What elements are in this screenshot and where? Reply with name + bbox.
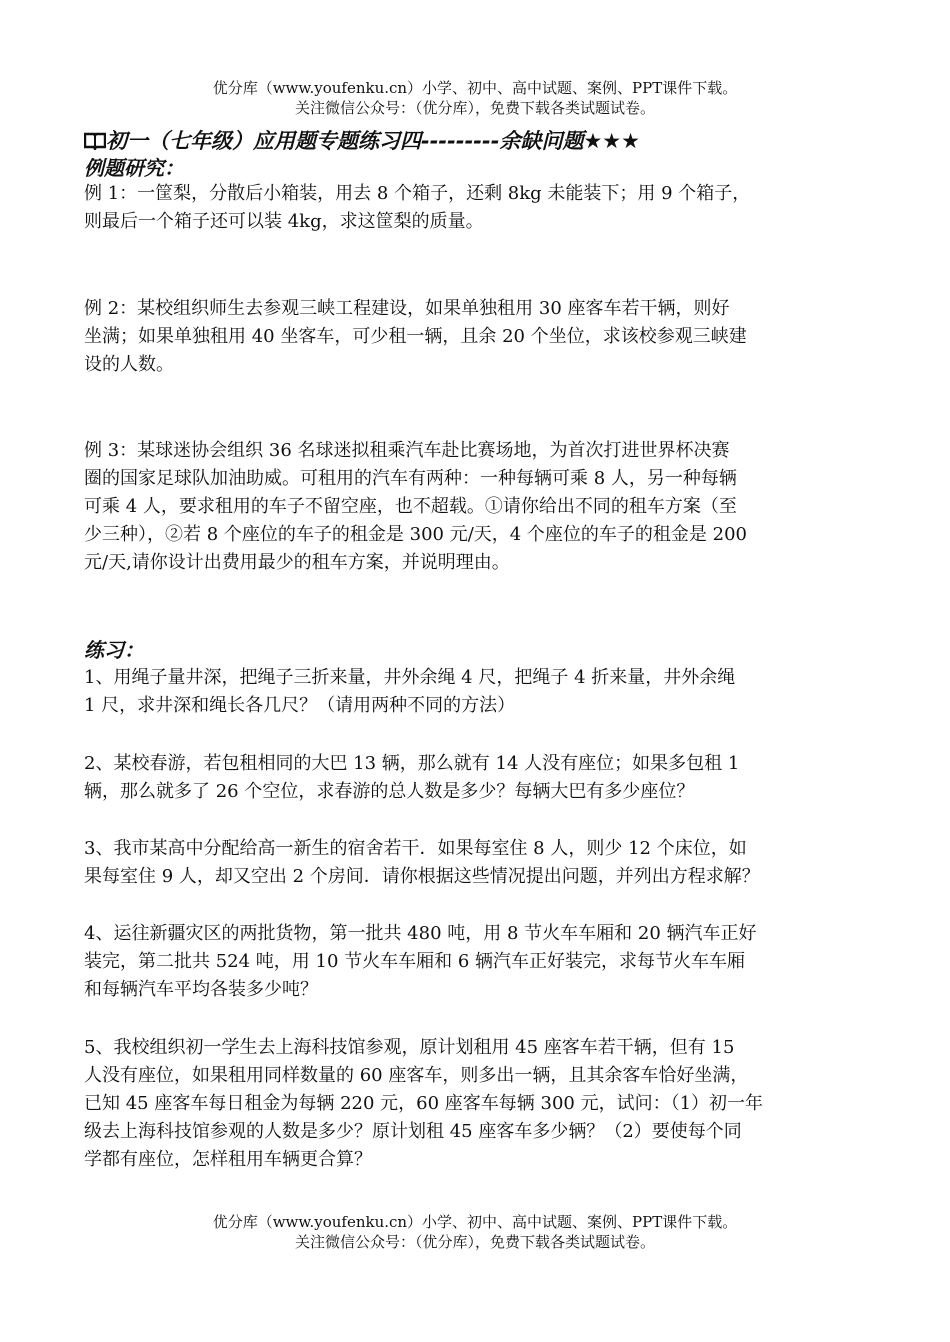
question-1-line: 1、用绳子量井深，把绳子三折来量，井外余绳 4 尺，把绳子 4 折来量，井外余绳 xyxy=(84,667,736,688)
example-3-line: 圈的国家足球队加油助威。可租用的汽车有两种：一种每辆可乘 8 人，另一种每辆 xyxy=(84,468,737,489)
question-3-line: 果每室住 9 人，却又空出 2 个房间．请你根据这些情况提出问题，并列出方程求解？ xyxy=(84,866,760,887)
example-3-line: 元/天,请你设计出费用最少的租车方案，并说明理由。 xyxy=(84,552,510,573)
question-4-line: 4、运往新疆灾区的两批货物，第一批共 480 吨，用 8 节火车车厢和 20 辆汽车正好 xyxy=(84,923,757,944)
example-2 xyxy=(84,295,874,379)
footer-line-1: 优分库（www.youfenku.cn）小学、初中、高中试题、案例、PPT课件下载。 xyxy=(212,1213,738,1231)
example-1-line: 例 1：一筐梨，分散后小箱装，用去 8 个箱子，还剩 8kg 未能装下；用 9 个箱子， xyxy=(84,183,751,204)
question-4-line: 装完，第二批共 524 吨，用 10 节火车车厢和 6 辆汽车正好装完，求每节火车车厢 xyxy=(84,951,746,972)
example-2-line: 例 2：某校组织师生去参观三峡工程建设，如果单独租用 30 座客车若干辆，则好 xyxy=(84,298,730,319)
book-icon xyxy=(84,129,106,153)
question-5-line: 学都有座位，怎样租用车辆更合算？ xyxy=(84,1149,372,1170)
title-text: 初一（七年级）应用题专题练习四---------余缺问题★★★ xyxy=(106,129,640,153)
page-header xyxy=(0,78,950,118)
question-2 xyxy=(84,750,874,806)
example-2-line: 设的人数。 xyxy=(84,354,174,375)
question-5-line: 人没有座位，如果租用同样数量的 60 座客车，则多出一辆，且其余客车恰好坐满， xyxy=(84,1065,749,1086)
question-3 xyxy=(84,835,874,891)
question-3-line: 3、我市某高中分配给高一新生的宿舍若干．如果每室住 8 人，则少 12 个床位，如 xyxy=(84,838,747,859)
examples-heading: 例题研究： xyxy=(84,156,184,180)
question-5-line: 级去上海科技馆参观的人数是多少？原计划租 45 座客车多少辆？（2）要使每个同 xyxy=(84,1121,742,1142)
question-2-line: 辆，那么就多了 26 个空位，求春游的总人数是多少？每辆大巴有多少座位？ xyxy=(84,781,695,802)
page-title xyxy=(84,128,640,154)
practice-heading: 练习： xyxy=(84,638,144,662)
example-3-line: 少三种），②若 8 个座位的车子的租金是 300 元/天，4 个座位的车子的租金是 200 xyxy=(84,524,748,545)
header-line-2: 关注微信公众号：（优分库），免费下载各类试题试卷。 xyxy=(294,99,655,117)
example-1 xyxy=(84,180,874,236)
question-4 xyxy=(84,920,874,1004)
page-footer xyxy=(0,1212,950,1252)
question-5 xyxy=(84,1034,874,1174)
question-5-line: 5、我校组织初一学生去上海科技馆参观，原计划租用 45 座客车若干辆，但有 15 xyxy=(84,1037,735,1058)
example-1-line: 则最后一个箱子还可以装 4kg，求这筐梨的质量。 xyxy=(84,211,484,232)
question-2-line: 2、某校春游，若包租相同的大巴 13 辆，那么就有 14 人没有座位；如果多包租 1 xyxy=(84,753,740,774)
example-3-line: 例 3：某球迷协会组织 36 名球迷拟租乘汽车赴比赛场地，为首次打进世界杯决赛 xyxy=(84,440,730,461)
question-1-line: 1 尺，求井深和绳长各几尺？（请用两种不同的方法） xyxy=(84,695,516,716)
example-3 xyxy=(84,437,874,577)
example-3-line: 可乘 4 人，要求租用的车子不留空座，也不超载。①请你给出不同的租车方案（至 xyxy=(84,496,737,517)
question-4-line: 和每辆汽车平均各装多少吨？ xyxy=(84,979,318,1000)
question-1 xyxy=(84,664,874,720)
example-2-line: 坐满；如果单独租用 40 坐客车，可少租一辆，且余 20 个坐位，求该校参观三峡建 xyxy=(84,326,747,347)
question-5-line: 已知 45 座客车每日租金为每辆 220 元，60 座客车每辆 300 元，试问：（1）初一年 xyxy=(84,1093,764,1114)
header-line-1: 优分库（www.youfenku.cn）小学、初中、高中试题、案例、PPT课件下载。 xyxy=(212,79,738,97)
footer-line-2: 关注微信公众号：（优分库），免费下载各类试题试卷。 xyxy=(294,1233,655,1251)
